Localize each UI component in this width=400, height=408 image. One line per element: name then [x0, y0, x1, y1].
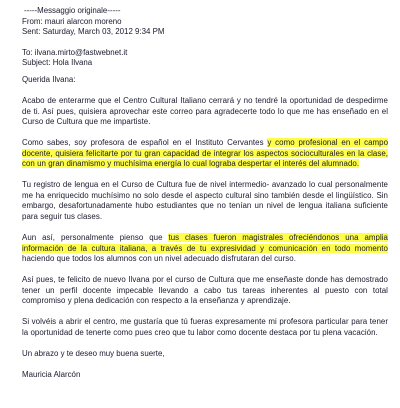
paragraph-4-text-start: Aun así, personalmente pienso que	[22, 233, 169, 243]
paragraph-3: Tu registro de lengua en el Curso de Cultura fue de nivel intermedio- avanzado lo cual personalmente me ha enriquecido muchísimo no solo desde el aspecto cultural sino también desde el lingüístico. Sin embargo, desafortunadamente hubo estudiantes que no tenían un nivel de lengua italiana suficiente para seguir tus clases.	[22, 180, 388, 222]
sent-line: Sent: Saturday, March 03, 2012 9:34 PM	[22, 27, 165, 37]
signature: Mauricia Alarcón	[22, 369, 81, 379]
greeting: Querida Ilvana:	[22, 74, 76, 84]
paragraph-1: Acabo de enterarme que el Centro Cultural Italiano cerrará y no tendré la oportunidad de despedirme de ti. Así pues, quisiera aprovechar este correo para agradecerte todo lo que me has enseñado en el Curso de Cultura que me impartiste.	[22, 95, 388, 127]
closing: Un abrazo y te deseo muy buena suerte,	[22, 348, 165, 358]
paragraph-6: Si volvéis a abrir el centro, me gustaría que tú fueras expresamente mi profesora particular para tener la oportunidad de tenerte como pues creo que tu labor como docente destaca por tu plena vacación.	[22, 317, 388, 337]
original-message-marker: -----Messaggio originale-----	[24, 6, 121, 15]
paragraph-5: Así pues, te felicito de nuevo Ilvana por el curso de Cultura que me enseñaste donde has demostrado tener un perfil docente impecable llevando a cabo tus tareas inherentes al puesto con total compromiso y plena dedicación con respecto a la enseñanza y aprendizaje.	[22, 275, 388, 306]
header-spacer	[22, 38, 388, 48]
paragraph-2	[22, 138, 388, 170]
paragraph-2-highlight: y como profesional en el campo docente, quisiera felicitarte por tu gran capacidad de integrar los aspectos socioculturales en la clase, con un gran dinamismo y muchísima energía lo cual lograba despertar el interés del alumnado.	[22, 138, 389, 169]
paragraph-4-text-end: haciendo que todos los alumnos con un nivel adecuado disfrutaran del curso.	[22, 254, 296, 264]
from-line: From: mauri alarcon moreno	[22, 16, 122, 26]
paragraph-4-highlight: tus clases fueron magistrales ofreciéndonos una amplia información de la cultura italiana, a través de tu expresividad y comunicación en todo momento	[22, 233, 388, 253]
to-line: To: ilvana.mirto@fastwebnet.it	[22, 47, 128, 57]
paragraph-2-text: Como sabes, soy profesora de español en el Instituto Cervantes	[22, 138, 268, 148]
subject-line: Subject: Hola Ilvana	[22, 58, 93, 68]
paragraph-4	[22, 233, 388, 265]
